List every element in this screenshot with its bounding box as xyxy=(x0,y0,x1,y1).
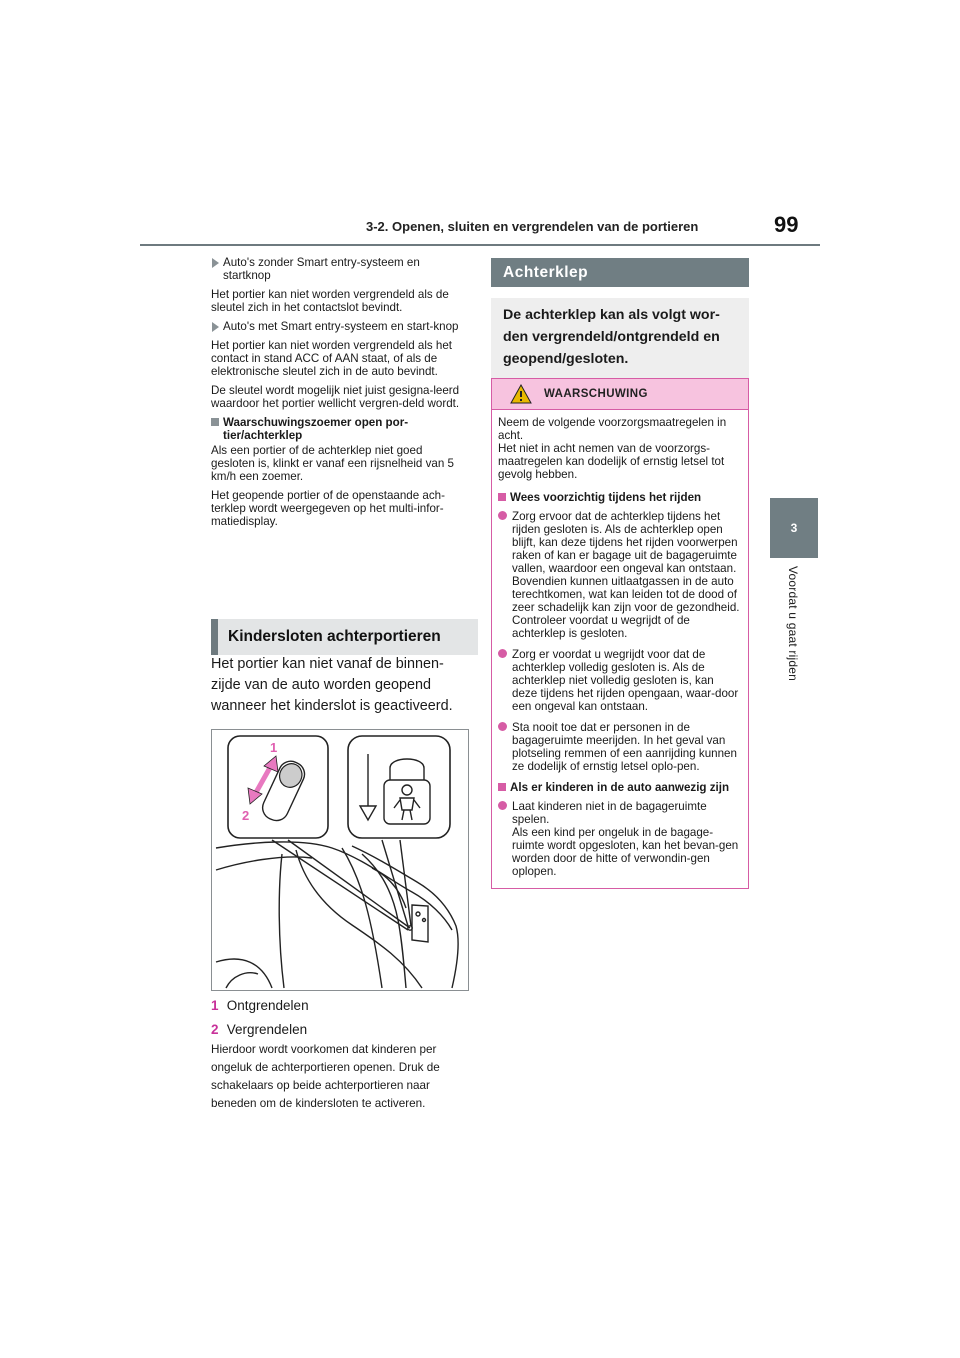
dot-bullet-icon xyxy=(498,801,507,810)
figure-label-1: 1 xyxy=(270,740,278,755)
kindersloten-heading: Kindersloten achterportieren xyxy=(211,619,478,655)
paragraph: Het geopende portier of de openstaande ach-terklep wordt weergegeven op het multi-infor-matiedisplay. xyxy=(211,489,445,528)
subheading xyxy=(211,416,469,442)
figure-legend xyxy=(211,994,309,1042)
header-rule xyxy=(140,244,820,246)
warning-subheading-text: Wees voorzichtig tijdens het rijden xyxy=(510,491,702,504)
paragraph: De sleutel wordt mogelijk niet juist gesigna-leerd waardoor het portier wellicht vergren-deld wordt. xyxy=(211,384,460,410)
list-item xyxy=(211,256,469,282)
paragraph: Het portier kan niet worden vergrendeld als het contact in stand ACC of AAN staat, of als de elektronische sleutel zich in de auto bevindt. xyxy=(211,339,453,378)
kinder-outro: Hierdoor wordt voorkomen dat kinderen per ongeluk de achterportieren openen. Druk de schakelaars op beide achterportieren naar beneden om de kindersloten te activeren. xyxy=(211,1043,440,1110)
bullet-text: Als een kind per ongeluk in de bagage-ruimte wordt opgesloten, kan het bevan-gen worden door de hitte of verwondin-gen oplopen. xyxy=(512,826,739,878)
legend-item xyxy=(211,1018,309,1042)
legend-number: 1 xyxy=(211,998,219,1013)
item-title: Auto's met Smart entry-systeem en start-knop xyxy=(223,320,459,333)
achterklep-heading: Achterklep xyxy=(491,258,749,287)
square-bullet-icon xyxy=(211,418,219,426)
dot-bullet-icon xyxy=(498,722,507,731)
page-number: 99 xyxy=(774,212,799,237)
bullet-text: Laat kinderen niet in de bagageruimte spelen. xyxy=(512,800,707,826)
warning-box xyxy=(491,378,749,889)
warning-bullet xyxy=(498,648,742,713)
square-bullet-icon xyxy=(498,493,506,501)
warning-intro-line: Het niet in acht nemen van de voorzorgs-maatregelen kan dodelijk of ernstig letsel tot gevolg hebben. xyxy=(498,442,725,481)
warning-body xyxy=(492,410,748,888)
legend-number: 2 xyxy=(211,1022,219,1037)
warning-subheading xyxy=(498,781,742,794)
warning-label: WAARSCHUWING xyxy=(544,388,648,400)
kinder-intro: Het portier kan niet vanaf de binnen-zijde van de auto worden geopend wanneer het kinderslot is geactiveerd. xyxy=(211,656,453,714)
chapter-label: Voordat u gaat rijden xyxy=(786,566,800,681)
warning-subheading xyxy=(498,491,742,504)
legend-text: Vergrendelen xyxy=(226,1022,308,1037)
warning-intro xyxy=(498,416,742,481)
dot-bullet-icon xyxy=(498,649,507,658)
warning-bullet xyxy=(498,721,742,773)
paragraph: Als een portier of de achterklep niet goed gesloten is, klinkt er vanaf een rijsnelheid van 5 km/h een zoemer. xyxy=(211,444,454,483)
child-lock-illustration xyxy=(211,729,469,991)
chapter-tab: 3 xyxy=(770,498,818,558)
child-lock-drawing xyxy=(212,730,468,990)
warning-subheading-text: Als er kinderen in de auto aanwezig zijn xyxy=(510,781,730,794)
legend-text: Ontgrendelen xyxy=(226,998,309,1013)
dot-bullet-icon xyxy=(498,511,507,520)
warning-bullet xyxy=(498,510,742,640)
bullet-text: Zorg ervoor dat de achterklep tijdens het rijden gesloten is. Als de achterklep open blijft, kan deze tijdens het rijden voorwerpen raken of kan er bagage uit de bagageruimte vallen, waardoor een ongeval kan ontstaan. xyxy=(512,510,738,575)
bullet-text: Zorg er voordat u wegrijdt voor dat de achterklep volledig gesloten is. Als de achterklep niet volledig gesloten is, kan deze tijdens het rijden opengaan, waar-door een ongeval kan ontstaan. xyxy=(512,648,739,713)
square-bullet-icon xyxy=(498,783,506,791)
list-item xyxy=(211,320,469,333)
left-column xyxy=(211,256,469,534)
warning-bullet xyxy=(498,800,742,878)
warning-header xyxy=(492,379,748,410)
warning-intro-line: Neem de volgende voorzorgsmaatregelen in acht. xyxy=(498,416,727,442)
paragraph: Het portier kan niet worden vergrendeld als de sleutel zich in het contactslot bevindt. xyxy=(211,288,449,314)
bullet-text: Bovendien kunnen uitlaatgassen in de auto terechtkomen, wat kan leiden tot de dood of zeer schadelijk kan zijn voor de gezondheid. Controleer voordat u wegrijdt of de achterklep is gesloten. xyxy=(512,575,740,640)
section-title: 3-2. Openen, sluiten en vergrendelen van de portieren xyxy=(366,219,699,234)
item-title: Auto's zonder Smart entry-systeem en startknop xyxy=(223,256,420,282)
subheading-text: Waarschuwingszoemer open por-tier/achterklep xyxy=(223,416,409,442)
figure-label-2: 2 xyxy=(242,808,250,823)
bullet-text: Sta nooit toe dat er personen in de bagageruimte meerijden. In het geval van plotseling remmen of een aanrijding kunnen ze dodelijk of ernstig letsel oplo-pen. xyxy=(512,721,737,773)
arrow-bullet-icon xyxy=(212,258,219,268)
legend-item xyxy=(211,994,309,1018)
achterklep-lead: De achterklep kan als volgt wor-den vergrendeld/ontgrendeld en geopend/gesloten. xyxy=(491,298,749,378)
arrow-bullet-icon xyxy=(212,322,219,332)
warning-triangle-icon xyxy=(510,384,532,404)
